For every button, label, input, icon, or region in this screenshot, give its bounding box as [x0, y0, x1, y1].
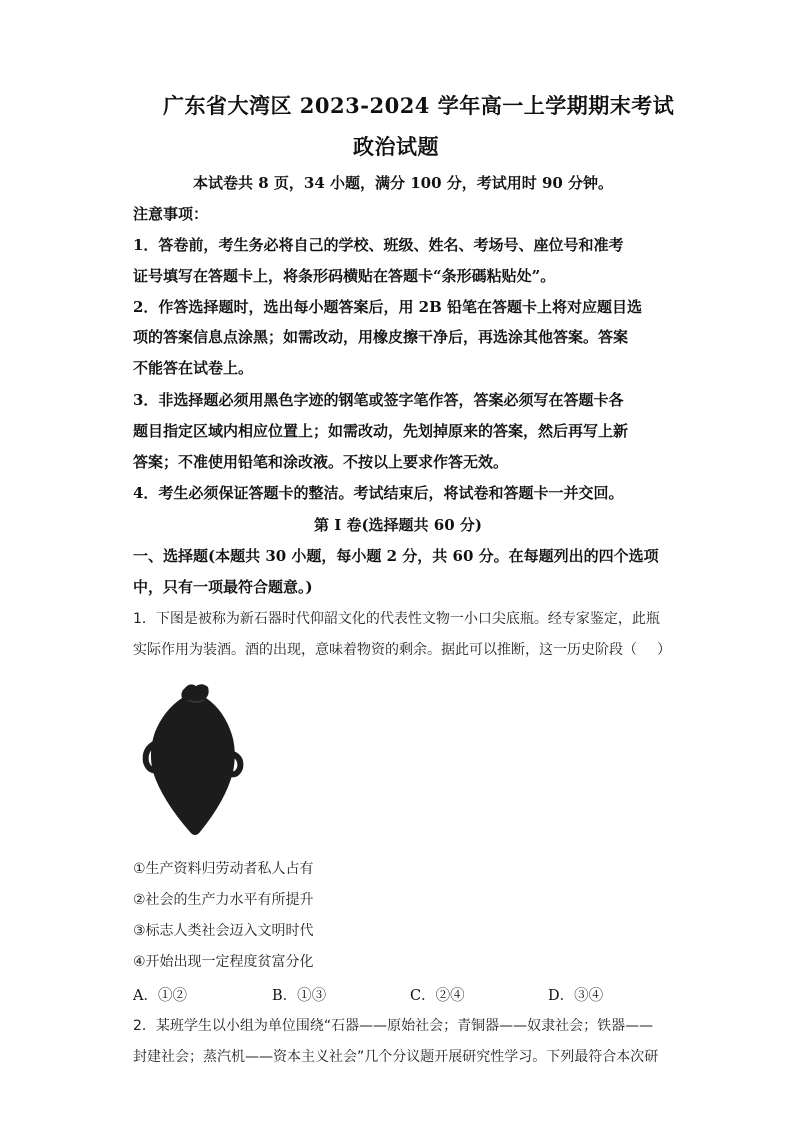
- notice-line: 不能答在试卷上。: [133, 359, 254, 377]
- notice-line: 答案；不准使用铅笔和涂改液。不按以上要求作答无效。: [133, 453, 509, 471]
- notice-line: 证号填写在答题卡上，将条形码横贴在答题卡“条形碼粘贴处”。: [133, 267, 556, 285]
- question-2-text: 2．某班学生以小组为单位围绕“石器——原始社会；青铜器——奴隶社会；铁器——: [133, 1018, 654, 1034]
- notice-line: 1．答卷前，考生务必将自己的学校、班级、姓名、考场号、座位号和准考: [133, 236, 624, 254]
- option-c: C．②④: [410, 988, 465, 1004]
- section-instruction: 一、选择题(本题共 30 小题，每小题 2 分，共 60 分。在每题列出的四个选项: [133, 547, 659, 565]
- subject-title: 政治试题: [353, 134, 439, 159]
- notice-line: 3．非选择题必须用黑色字迹的钢笔或签字笔作答，答案必须写在答题卡各: [133, 391, 624, 409]
- notice-line: 4．考生必须保证答题卡的整洁。考试结束后，将试卷和答题卡一并交回。: [133, 484, 624, 502]
- option-a: A．①②: [133, 988, 187, 1004]
- exam-info: 本试卷共 8 页，34 小题，满分 100 分，考试用时 90 分钟。: [193, 174, 614, 192]
- statement-1: ①生产资料归劳动者私人占有: [133, 861, 314, 877]
- option-b: B．①③: [272, 988, 327, 1004]
- question-2-text: 封建社会；蒸汽机——资本主义社会”几个分议题开展研究性学习。下列最符合本次研: [133, 1049, 659, 1065]
- statement-2: ②社会的生产力水平有所提升: [133, 892, 314, 908]
- notice-line: 2．作答选择题时，选出每小题答案后，用 2B 铅笔在答题卡上将对应题目选: [133, 298, 642, 316]
- notice-heading: 注意事项：: [133, 205, 209, 223]
- section-instruction: 中，只有一项最符合题意。): [133, 578, 313, 596]
- notice-line: 项的答案信息点涂黑；如需改动，用橡皮擦干净后，再选涂其他答案。答案: [133, 328, 629, 346]
- pointed-bottom-bottle-image: [140, 680, 250, 842]
- notice-line: 题目指定区域内相应位置上；如需改动，先划掉原来的答案，然后再写上新: [133, 422, 629, 440]
- statement-4: ④开始出现一定程度贫富分化: [133, 954, 314, 970]
- exam-title: 广东省大湾区 2023-2024 学年高一上学期期末考试: [163, 93, 675, 118]
- question-1-text: 实际作用为装酒。酒的出现，意味着物资的剩余。据此可以推断，这一历史阶段（ ）: [133, 642, 671, 658]
- question-1-text: 1．下图是被称为新石器时代仰韶文化的代表性文物一小口尖底瓶。经专家鉴定，此瓶: [133, 611, 660, 627]
- statement-3: ③标志人类社会迈入文明时代: [133, 923, 314, 939]
- option-d: D．③④: [548, 988, 604, 1004]
- section-title: 第 I 卷(选择题共 60 分): [314, 516, 482, 534]
